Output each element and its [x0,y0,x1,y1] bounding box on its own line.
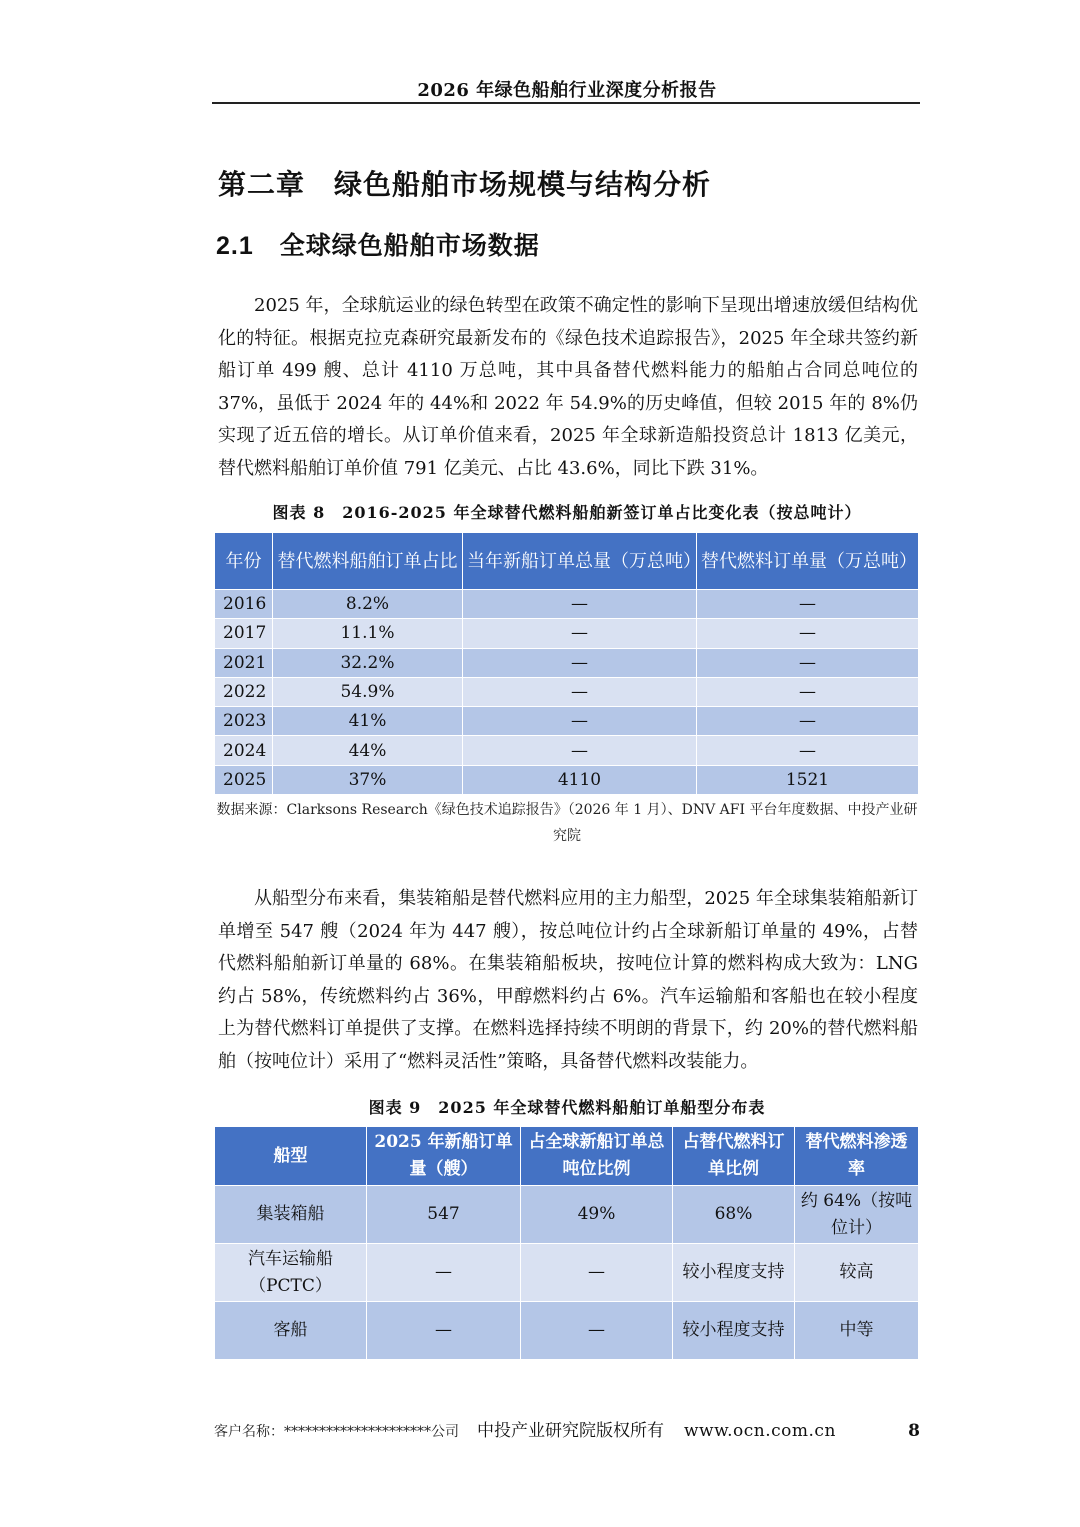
table-9-ship-type-distribution [214,1126,919,1360]
table-8-alt-fuel-share [214,532,919,795]
footer-copyright: 中投产业研究院版权所有 [477,1421,664,1441]
table-cell: — [697,619,919,648]
table-9-caption: 图表 9 2025 年全球替代燃料船舶订单船型分布表 [368,1098,766,1117]
chapter-title: 第二章 绿色船舶市场规模与结构分析 [218,168,712,201]
table-row [215,707,919,736]
table-row [215,1302,919,1360]
table-cell: — [697,648,919,677]
table-header-row [215,533,919,590]
section-title-text: 全球绿色船舶市场数据 [279,231,540,260]
table-row [215,736,919,765]
page-footer [214,1416,920,1441]
table-header-row [215,1127,919,1186]
column-header: 船型 [215,1127,367,1186]
running-header-title: 2026 年绿色船舶行业深度分析报告 [417,80,717,101]
table-cell: — [697,590,919,619]
table-cell: 较小程度支持 [673,1302,795,1360]
table-cell: 2023 [215,707,273,736]
table-cell: — [521,1244,673,1302]
table-cell: 49% [521,1186,673,1244]
table-cell: 2022 [215,677,273,706]
table-8-caption: 图表 8 2016-2025 年全球替代燃料船舶新签订单占比变化表（按总吨计） [272,503,862,522]
table-cell: 2021 [215,648,273,677]
table-row [215,619,919,648]
column-header: 替代燃料订单量（万总吨） [697,533,919,590]
column-header: 当年新船订单总量（万总吨） [463,533,697,590]
table-cell: — [521,1302,673,1360]
footer-website: www.ocn.com.cn [684,1421,836,1441]
column-header: 年份 [215,533,273,590]
table-cell: 11.1% [273,619,463,648]
table-cell: 2016 [215,590,273,619]
column-header: 占替代燃料订单比例 [673,1127,795,1186]
table-cell: 客船 [215,1302,367,1360]
table-cell: 较高 [795,1244,919,1302]
header-divider [212,102,920,104]
table-cell: 44% [273,736,463,765]
column-header: 占全球新船订单总吨位比例 [521,1127,673,1186]
table-cell: 547 [367,1186,521,1244]
table-cell: 2017 [215,619,273,648]
table-cell: 约 64%（按吨位计） [795,1186,919,1244]
table-cell: — [697,677,919,706]
table-cell: 32.2% [273,648,463,677]
table-cell: 37% [273,765,463,794]
table-row [215,677,919,706]
table-cell: — [463,736,697,765]
table-row [215,648,919,677]
table-cell: — [697,736,919,765]
page-number: 8 [908,1421,920,1441]
column-header: 2025 年新船订单量（艘） [367,1127,521,1186]
table-cell: 2024 [215,736,273,765]
table-cell: 1521 [697,765,919,794]
table-cell: — [367,1302,521,1360]
table-cell: 68% [673,1186,795,1244]
table-row [215,1186,919,1244]
table-row [215,1244,919,1302]
table-cell: — [463,648,697,677]
table-cell: 较小程度支持 [673,1244,795,1302]
paragraph-market-overview: 2025 年，全球航运业的绿色转型在政策不确定性的影响下呈现出增速放缓但结构优化的特征。根据克拉克森研究最新发布的《绿色技术追踪报告》，2025 年全球共签约新船订单 499 艘、总计 4110 万总吨，其中具备替代燃料能力的船舶占合同总吨位的 37%，虽低于 2024 年的 44%和 2022 年 54.9%的历史峰值，但较 2015 年的 8%仍实现了近五倍的增长。从订单价值来看，2025 年全球新造船投资总计 1813 亿美元，替代燃料船舶订单价值 791 亿美元、占比 43.6%，同比下跌 31%。 [218,295,918,479]
paragraph-ship-type-distribution: 从船型分布来看，集装箱船是替代燃料应用的主力船型，2025 年全球集装箱船新订单增至 547 艘（2024 年为 447 艘），按总吨位计约占全球新船订单量的 49%，占替代燃料船舶新订单量的 68%。在集装箱船板块，按吨位计算的燃料构成大致为：LNG 约占 58%，传统燃料约占 36%，甲醇燃料约占 6%。汽车运输船和客船也在较小程度上为替代燃料订单提供了支撑。在燃料选择持续不明朗的背景下，约 20%的替代燃料船舶（按吨位计）采用了“燃料灵活性”策略，具备替代燃料改装能力。 [218,888,918,1072]
table-cell: 41% [273,707,463,736]
column-header: 替代燃料渗透率 [795,1127,919,1186]
column-header: 替代燃料船舶订单占比 [273,533,463,590]
table-cell: 中等 [795,1302,919,1360]
table-row [215,765,919,794]
table-cell: 4110 [463,765,697,794]
table-cell: — [463,619,697,648]
table-8-source-note: 数据来源：Clarksons Research《绿色技术追踪报告》（2026 年 1 月）、DNV AFI 平台年度数据、中投产业研究院 [216,802,918,844]
table-cell: 54.9% [273,677,463,706]
table-cell: — [463,707,697,736]
table-row [215,590,919,619]
footer-client-name: 客户名称：*********************公司 [214,1424,459,1440]
section-title [216,226,540,262]
table-cell: 8.2% [273,590,463,619]
table-cell: 汽车运输船（PCTC） [215,1244,367,1302]
section-number: 2.1 [216,232,254,260]
table-cell: — [697,707,919,736]
table-cell: — [463,677,697,706]
table-cell: — [367,1244,521,1302]
table-cell: — [463,590,697,619]
table-cell: 2025 [215,765,273,794]
table-cell: 集装箱船 [215,1186,367,1244]
